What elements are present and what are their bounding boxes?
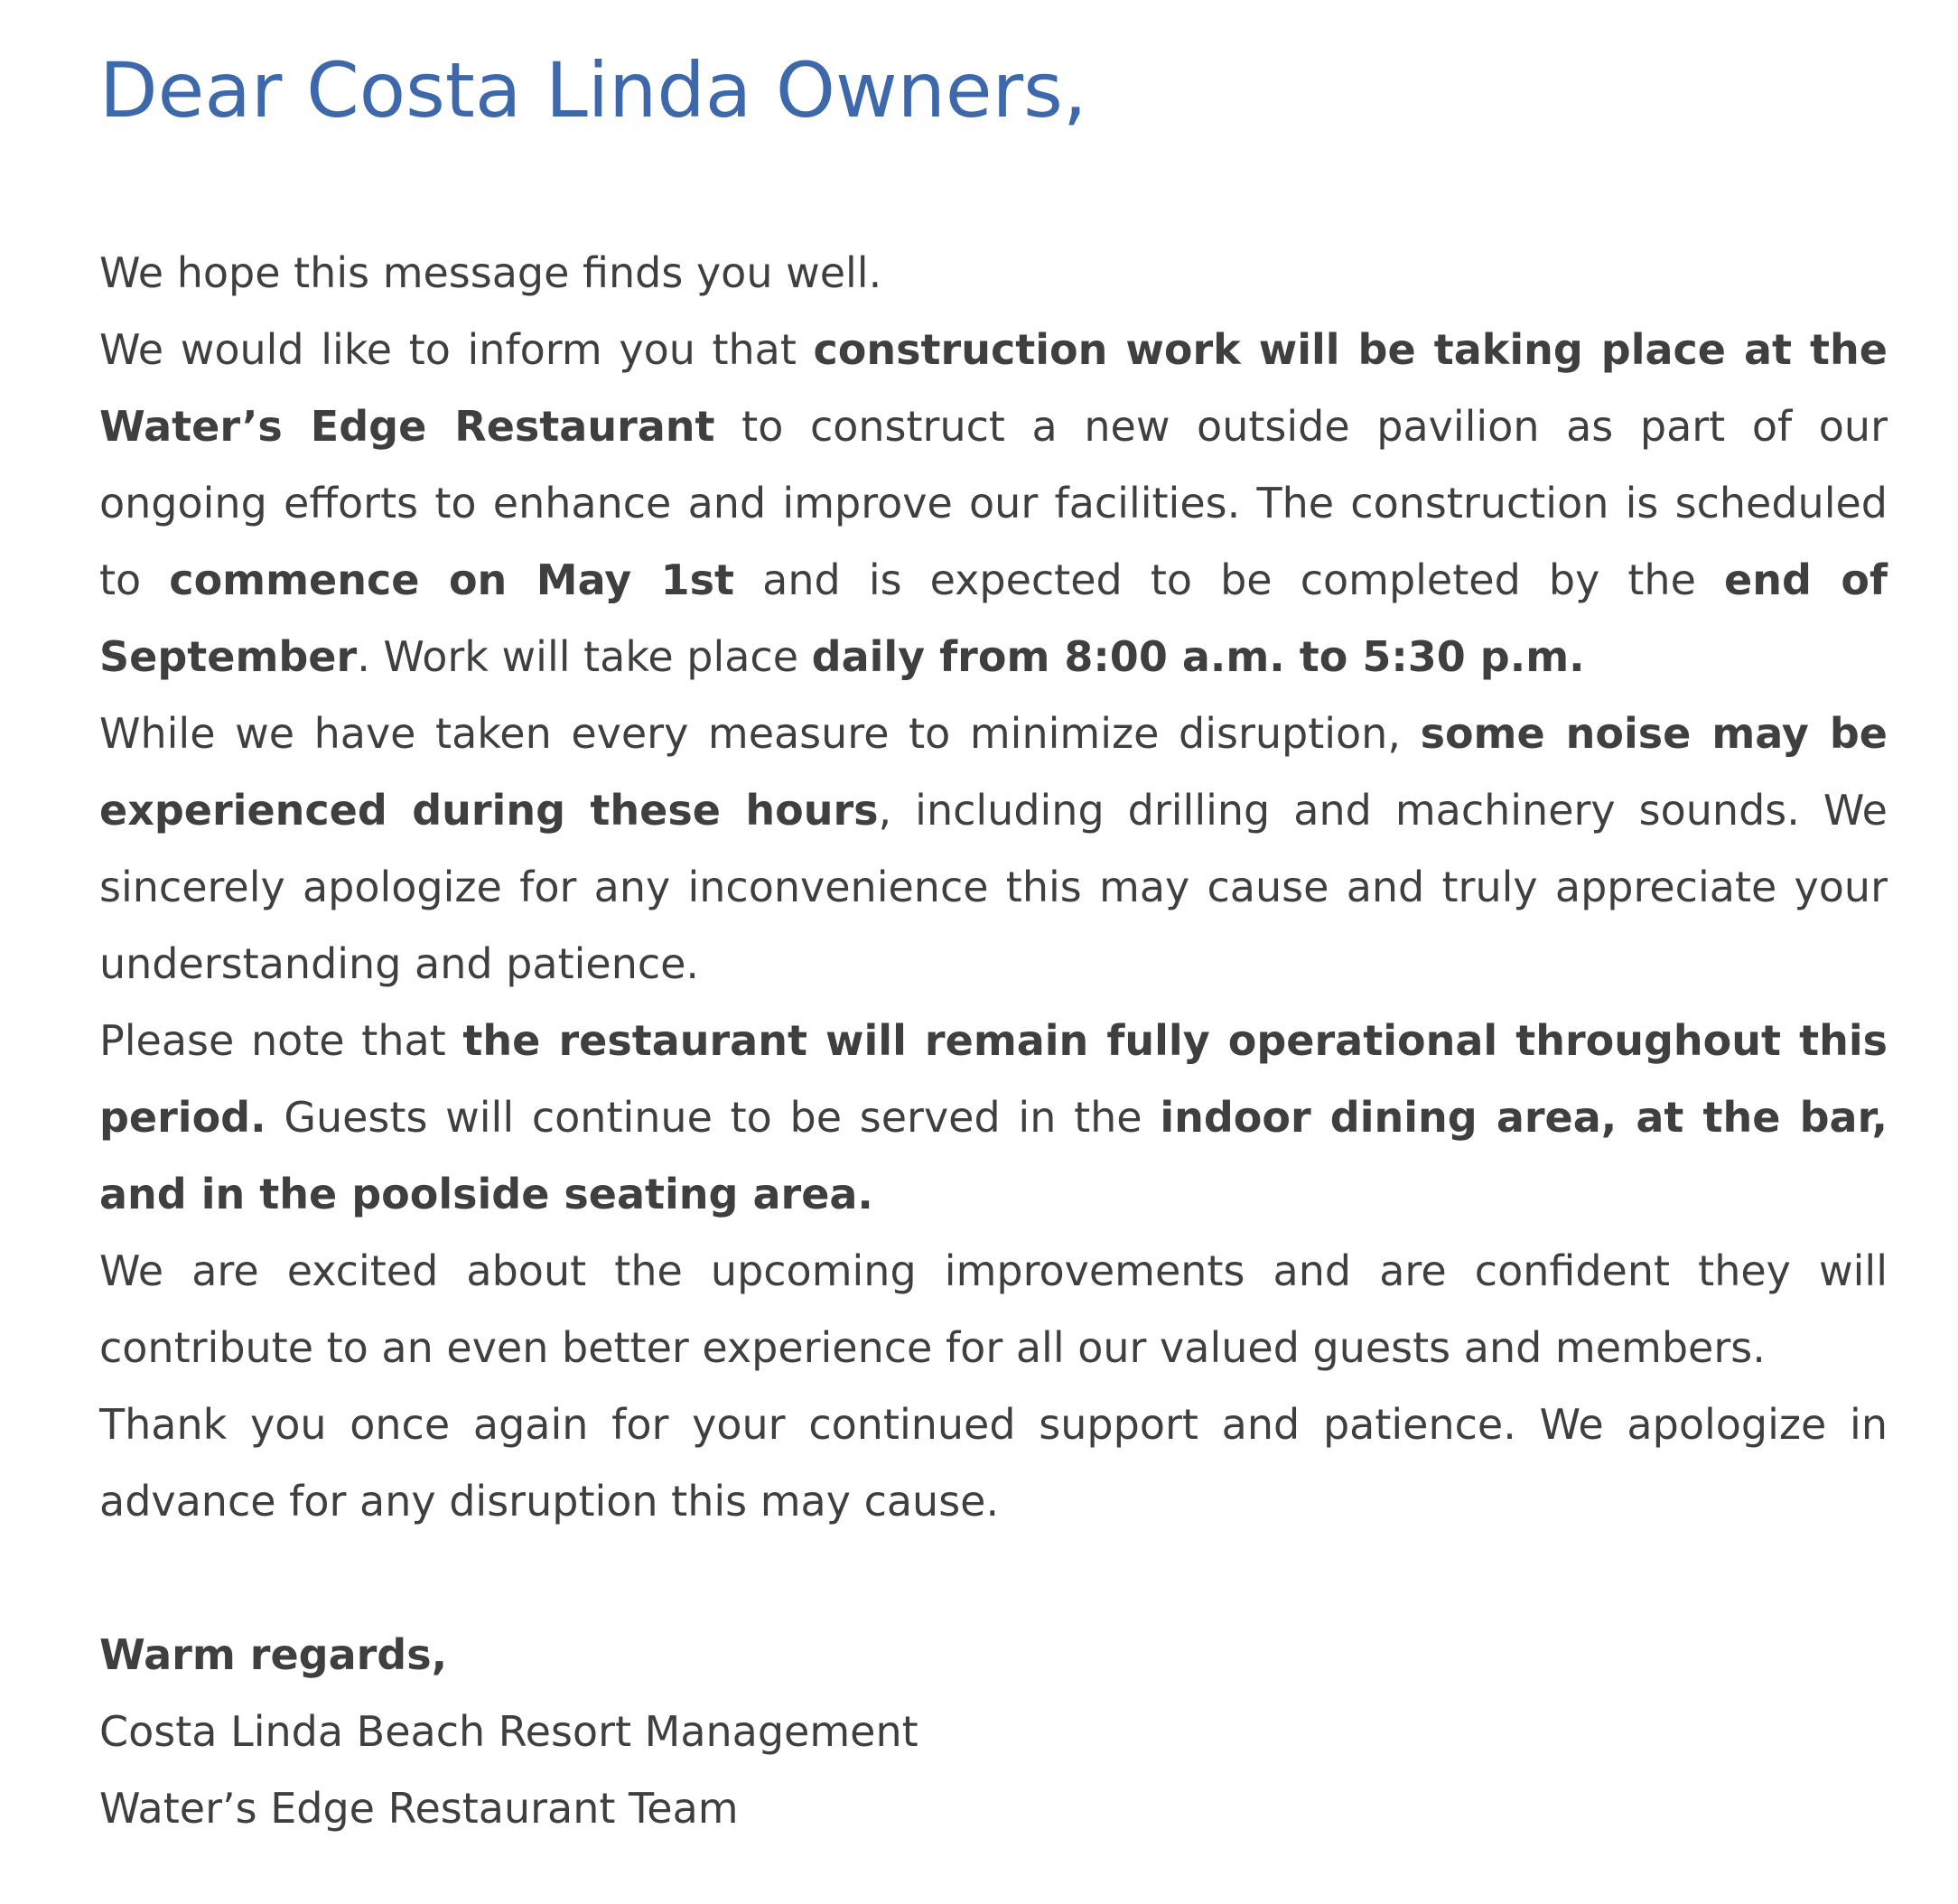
improvements-text: We are excited about the upcoming improvements and are confident they will contribute to an even better experience for all our valued guests and members. [99, 1246, 1888, 1372]
operations-open-bold: the restaurant will remain fully operational throughout this period. [99, 1016, 1888, 1142]
construction-text-1: We would like to inform you that [99, 325, 814, 374]
signature-management: Costa Linda Beach Resort Management [99, 1707, 918, 1756]
operations-areas-bold: indoor dining area, at the bar, and in the poolside seating area. [99, 1093, 1888, 1218]
paragraph-improvements [99, 1233, 1888, 1386]
letter-body [99, 36, 1888, 1847]
paragraph-noise-notice [99, 695, 1888, 1003]
construction-end-bold: end of September [99, 555, 1888, 681]
construction-location-bold: construction work will be taking place at the Water’s Edge Restaurant [99, 325, 1888, 451]
paragraph-construction-notice [99, 312, 1888, 695]
noise-warning-bold: some noise may be experienced during these hours [99, 709, 1888, 835]
noise-text-2: , including drilling and machinery sounds. We sincerely apologize for any inconvenience this may cause and truly appreciate your understanding and patience. [99, 786, 1888, 988]
construction-start-bold: commence on May 1st [169, 555, 735, 604]
construction-text-3: and is expected to be completed by the [734, 555, 1724, 604]
paragraph-intro [99, 235, 1888, 312]
intro-text: We hope this message finds you well. [99, 248, 882, 297]
noise-text-1: While we have taken every measure to minimize disruption, [99, 709, 1421, 758]
construction-text-4: . Work will take place [357, 632, 812, 681]
thanks-text: Thank you once again for your continued support and patience. We apologize in advance for any disruption this may cause. [99, 1400, 1888, 1526]
closing-line [99, 1617, 1888, 1694]
operations-text-2: Guests will continue to be served in the [266, 1093, 1161, 1142]
greeting-heading: Dear Costa Linda Owners, [99, 46, 1087, 135]
paragraph-thanks [99, 1386, 1888, 1540]
signature-spacer [99, 1540, 1888, 1617]
paragraph-operations [99, 1003, 1888, 1233]
operations-text-1: Please note that [99, 1016, 463, 1065]
closing-bold: Warm regards, [99, 1630, 448, 1679]
construction-text-2: to construct a new outside pavilion as part of our ongoing efforts to enhance and improve our facilities. The construction is scheduled to [99, 402, 1888, 604]
signature-team: Water’s Edge Restaurant Team [99, 1784, 739, 1833]
construction-hours-bold: daily from 8:00 a.m. to 5:30 p.m. [811, 632, 1585, 681]
